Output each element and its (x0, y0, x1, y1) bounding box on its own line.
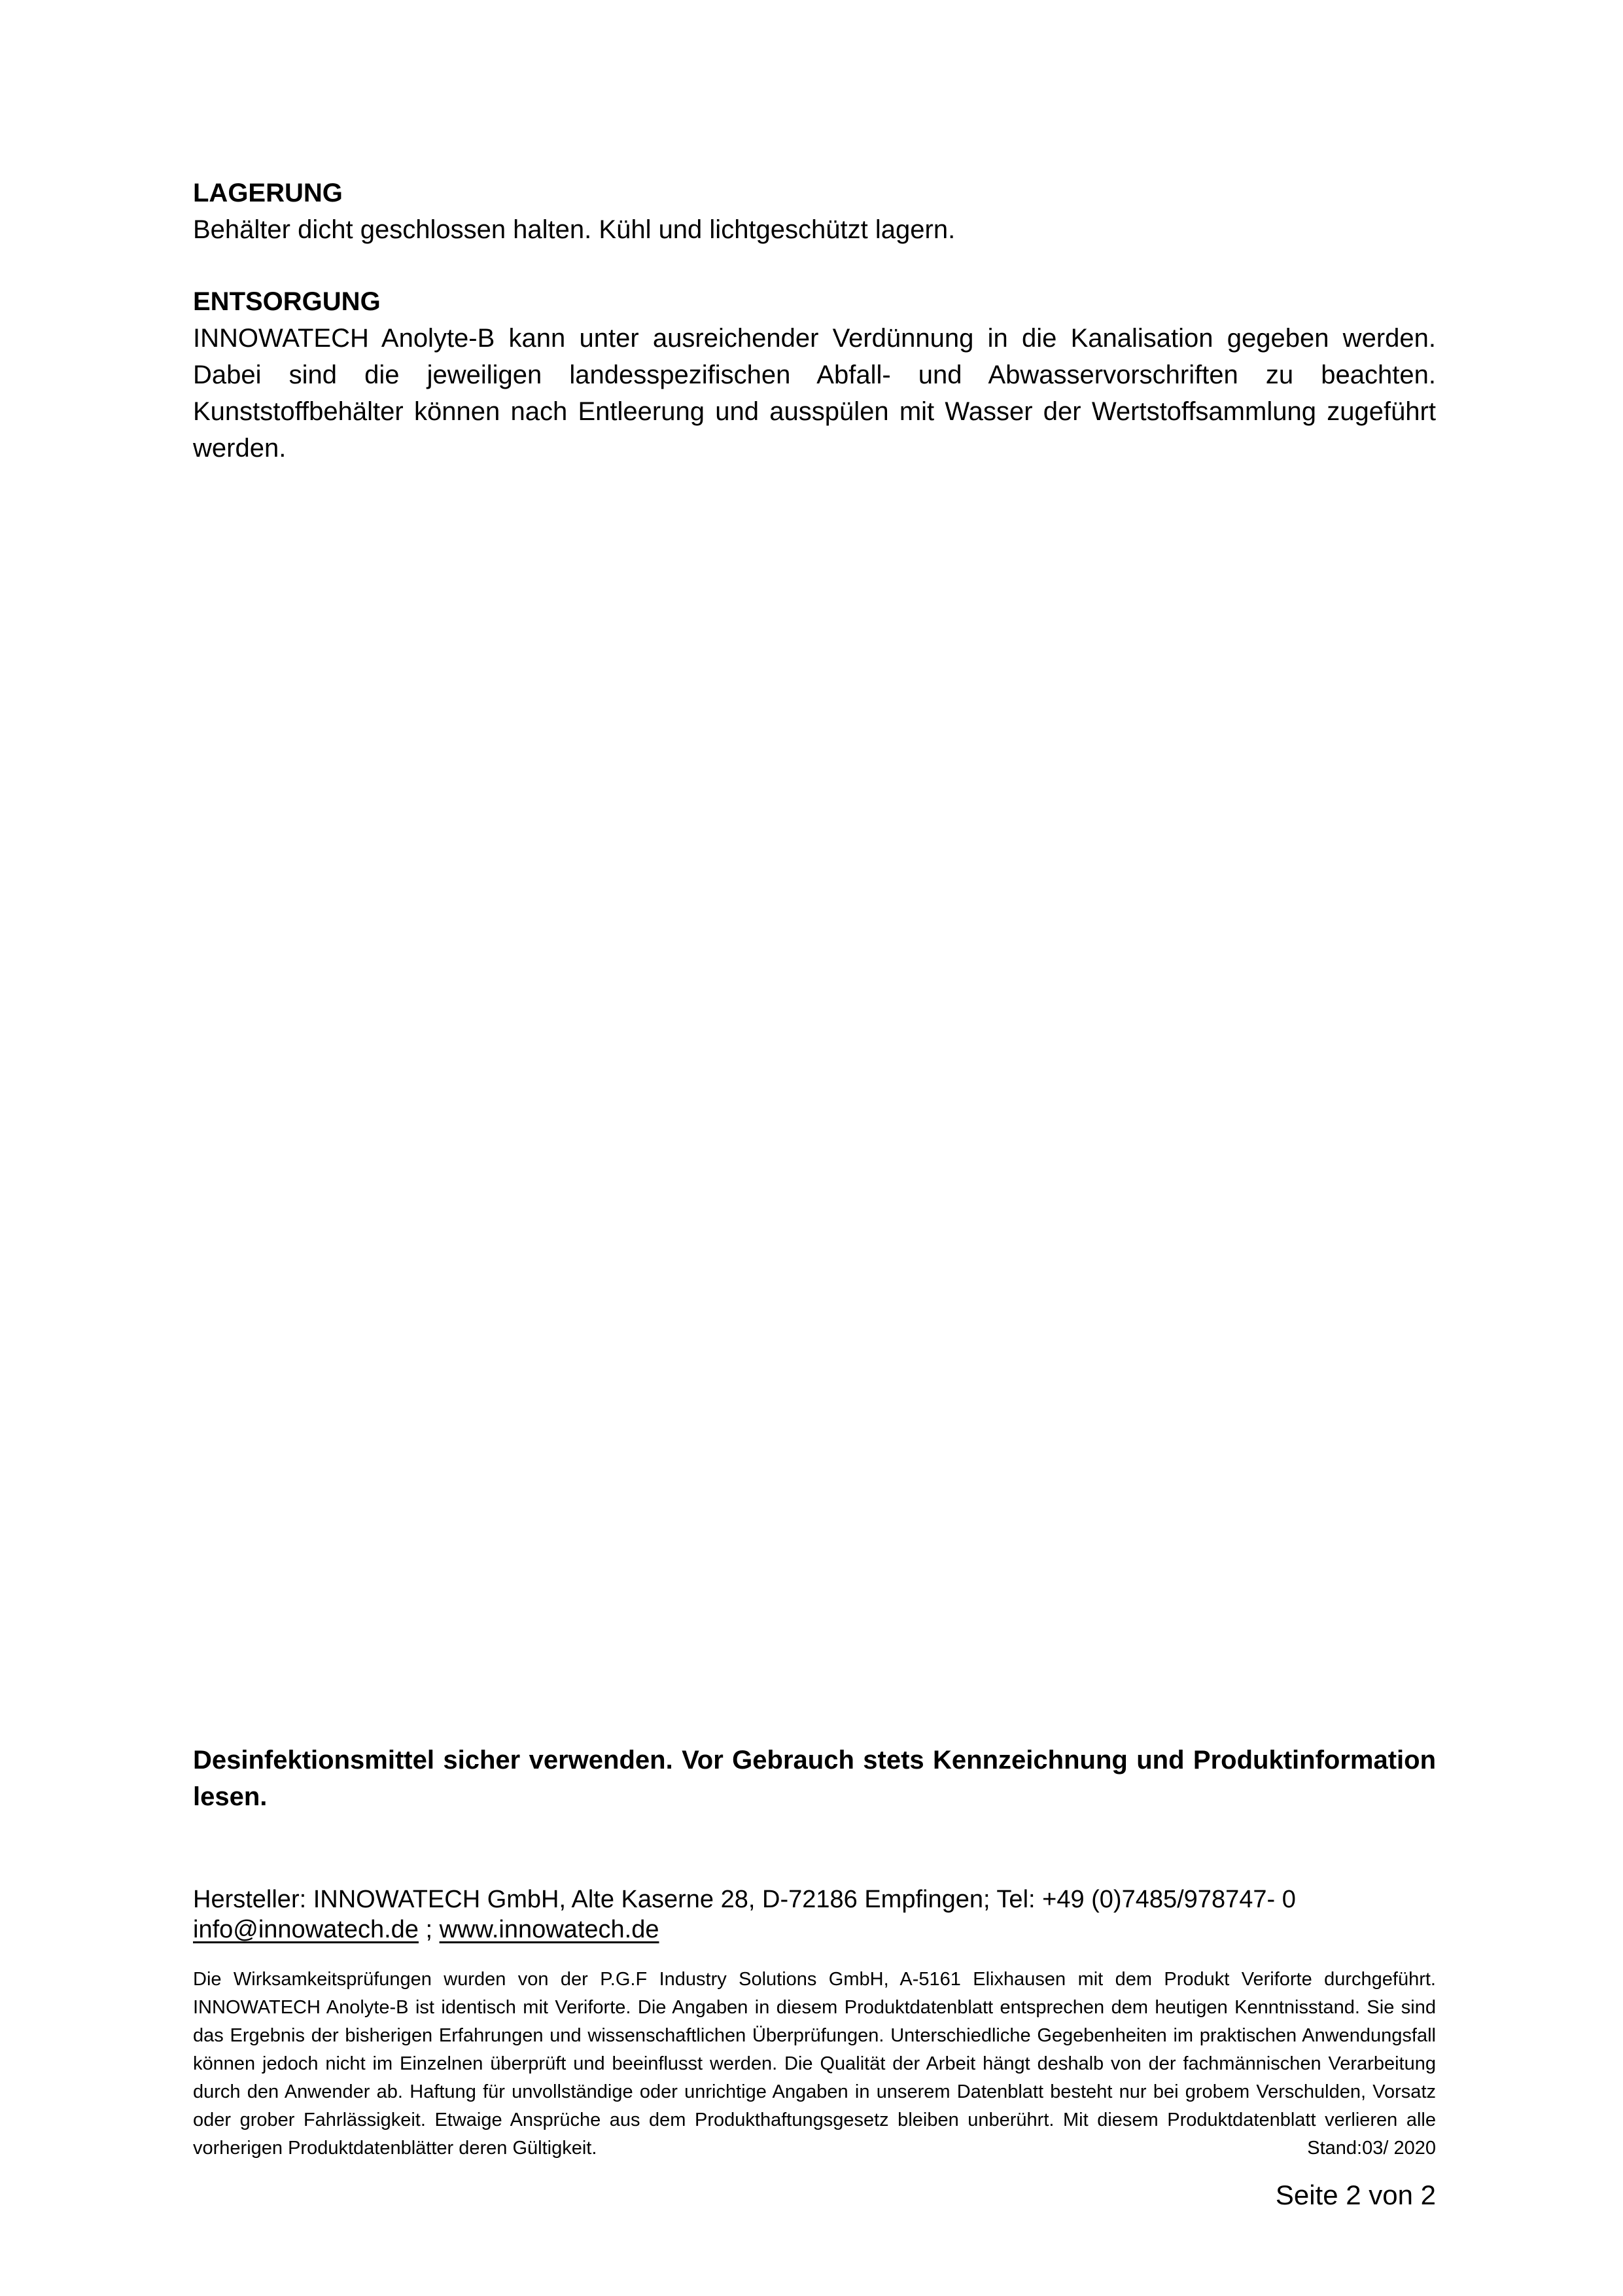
entsorgung-heading: ENTSORGUNG (193, 287, 381, 316)
entsorgung-body: INNOWATECH Anolyte-B kann unter ausreichender Verdünnung in die Kanalisation gegeben werden. Dabei sind die jeweiligen landesspezifischen Abfall- und Abwasservorschriften zu beachten. Kunststoffbehälter können nach Entleerung und ausspülen mit Wasser der Wertstoffsammlung zugeführt werden. (193, 324, 1436, 463)
manufacturer-block (193, 1884, 1436, 1945)
lagerung-heading: LAGERUNG (193, 179, 343, 207)
manufacturer-links (193, 1915, 1436, 1945)
page-number: Seite 2 von 2 (1275, 2180, 1436, 2210)
manufacturer-line: Hersteller: INNOWATECH GmbH, Alte Kaserne 28, D-72186 Empfingen; Tel: +49 (0)7485/978747- 0 (193, 1886, 1296, 1913)
legal-disclaimer (193, 1966, 1436, 2163)
page-content (193, 175, 1436, 2212)
section-lagerung (193, 175, 1436, 248)
safety-statement: Desinfektionsmittel sicher verwenden. Vor Gebrauch stets Kennzeichnung und Produktinformation lesen. (193, 1746, 1436, 1811)
website-link[interactable]: www.innowatech.de (439, 1916, 659, 1943)
section-entsorgung (193, 283, 1436, 467)
legal-text: Die Wirksamkeitsprüfungen wurden von der P.G.F Industry Solutions GmbH, A-5161 Elixhausen mit dem Produkt Veriforte durchgeführt. INNOWATECH Anolyte-B ist identisch mit Veriforte. Die Angaben in diesem Produktdatenblatt entsprechen dem heutigen Kenntnisstand. Sie sind das Ergebnis der bisherigen Erfahrungen und wissenschaftlichen Überprüfungen. Unterschiedliche Gegebenheiten im praktischen Anwendungsfall können jedoch nicht im Einzelnen überprüft und beeinflusst werden. Die Qualität der Arbeit hängt deshalb von der fachmännischen Verarbeitung durch den Anwender ab. Haftung für unvollständige oder unrichtige Angaben in unserem Datenblatt besteht nur bei grobem Verschulden, Vorsatz oder grober Fahrlässigkeit. Etwaige Ansprüche aus dem Produkthaftungsgesetz bleiben unberührt. Mit diesem Produktdatenblatt verlieren alle vorherigen Produktdatenblätter deren Gültigkeit. (193, 1969, 1436, 2159)
revision-date: Stand:03/ 2020 (1294, 2134, 1436, 2163)
link-separator: ; (425, 1916, 433, 1943)
email-link[interactable]: info@innowatech.de (193, 1916, 419, 1943)
lagerung-body: Behälter dicht geschlossen halten. Kühl und lichtgeschützt lagern. (193, 215, 956, 244)
